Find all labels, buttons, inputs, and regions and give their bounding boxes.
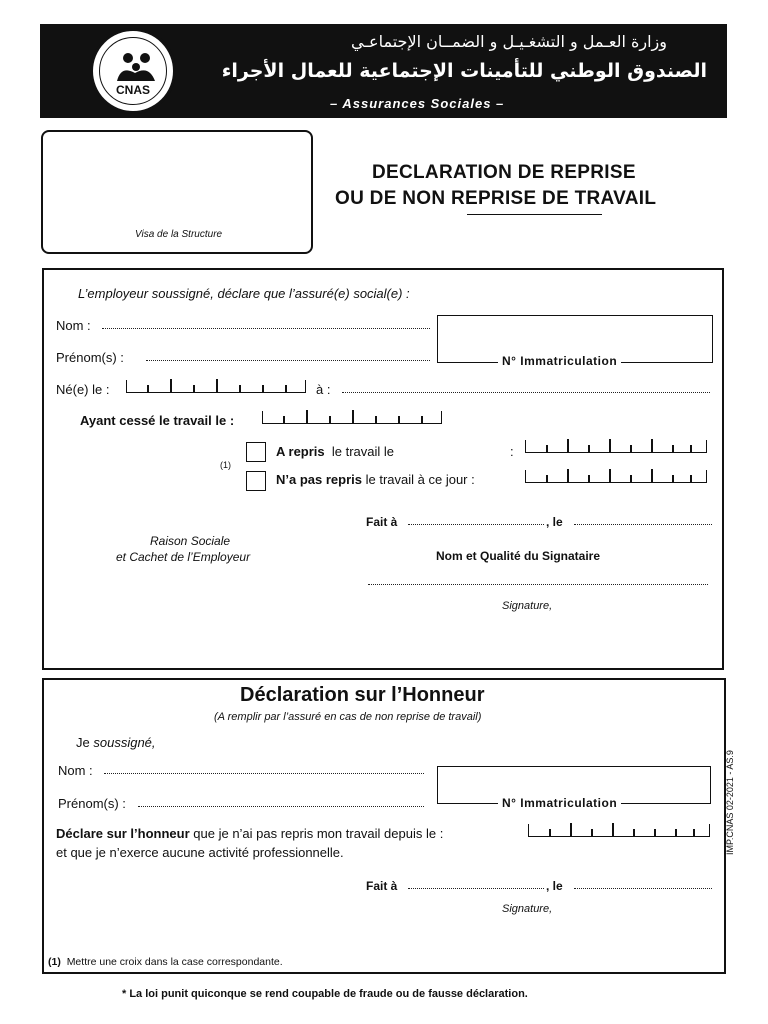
honour-immatriculation-label: N° Immatriculation: [498, 796, 621, 810]
fund-name-arabic: الصندوق الوطني للتأمينات الإجتماعية للعمال الأجراء: [221, 60, 707, 82]
law-notice: * La loi punit quiconque se rend coupable de fraude ou de fausse déclaration.: [122, 988, 528, 1000]
visa-label: Visa de la Structure: [135, 229, 223, 240]
honour-fait-le-label: , le: [546, 879, 563, 893]
honour-prenom-label: Prénom(s) :: [58, 796, 126, 811]
non-repris-checkbox[interactable]: [246, 471, 266, 491]
honour-title: Déclaration sur l’Honneur: [240, 684, 485, 706]
form-title-line1: DECLARATION DE REPRISE: [372, 162, 636, 183]
honour-fait-a-label: Fait à: [366, 879, 398, 893]
prenom-label: Prénom(s) :: [56, 350, 124, 365]
repris-date-boxes[interactable]: [525, 440, 707, 453]
nom-field[interactable]: [102, 318, 430, 329]
repris-checkbox[interactable]: [246, 442, 266, 462]
non-repris-date-boxes[interactable]: [525, 470, 707, 483]
fait-a-label: Fait à: [366, 515, 398, 529]
immatriculation-label: N° Immatriculation: [498, 354, 621, 368]
honour-fait-le-field[interactable]: [574, 878, 712, 889]
honour-signature-label: Signature,: [502, 903, 553, 915]
declare-line1: Déclare sur l’honneur que je n’ai pas repris mon travail depuis le :: [56, 826, 444, 841]
fait-a-field[interactable]: [408, 514, 544, 525]
honour-subtitle: (A remplir par l’assuré en cas de non reprise de travail): [214, 711, 482, 723]
visa-structure-box[interactable]: [41, 130, 313, 254]
nom-label: Nom :: [56, 318, 91, 333]
cesse-label: Ayant cessé le travail le :: [80, 413, 235, 428]
birth-place-field[interactable]: [342, 382, 710, 393]
repris-label: A repris le travail le: [276, 444, 395, 459]
birth-place-label: à :: [316, 382, 331, 397]
cnas-logo: CNAS: [90, 28, 176, 114]
raison-sociale-label: Raison Sociale: [150, 534, 231, 548]
ne-le-label: Né(e) le :: [56, 382, 110, 397]
header-subtitle: – Assurances Sociales –: [330, 96, 505, 111]
prenom-field[interactable]: [146, 350, 430, 361]
form-code: IMP.CNAS 02-2021 - AS.9: [725, 750, 735, 855]
honour-nom-label: Nom :: [58, 763, 93, 778]
honour-fait-a-field[interactable]: [408, 878, 544, 889]
signature-label: Signature,: [502, 600, 553, 612]
non-repris-label: N’a pas repris le travail à ce jour :: [276, 472, 475, 487]
honour-prenom-field[interactable]: [138, 796, 424, 807]
form-title-line2: OU DE NON REPRISE DE TRAVAIL: [335, 188, 657, 209]
honour-date-boxes[interactable]: [528, 824, 710, 837]
declare-line2: et que je n’exerce aucune activité professionnelle.: [56, 845, 344, 860]
ministry-arabic: وزارة العـمل و التشغـيـل و الضمــان الإجتماعـي: [351, 32, 667, 51]
honour-nom-field[interactable]: [104, 763, 424, 774]
repris-colon: :: [510, 444, 514, 459]
employer-intro: L’employeur soussigné, déclare que l’assuré(e) social(e) :: [78, 286, 410, 301]
birth-date-boxes[interactable]: [126, 380, 306, 393]
note-ref: (1): [220, 460, 231, 470]
cesse-date-boxes[interactable]: [262, 411, 442, 424]
fait-le-label: , le: [546, 515, 563, 529]
footnote: (1) Mettre une croix dans la case correspondante.: [48, 956, 283, 968]
header-banner: [40, 24, 727, 118]
title-underline: [467, 214, 602, 215]
je-soussigne: Je soussigné,: [76, 735, 156, 750]
fait-le-field[interactable]: [574, 514, 712, 525]
signataire-label: Nom et Qualité du Signataire: [436, 549, 601, 563]
signataire-field[interactable]: [368, 574, 708, 585]
cachet-label: et Cachet de l’Employeur: [116, 550, 251, 564]
